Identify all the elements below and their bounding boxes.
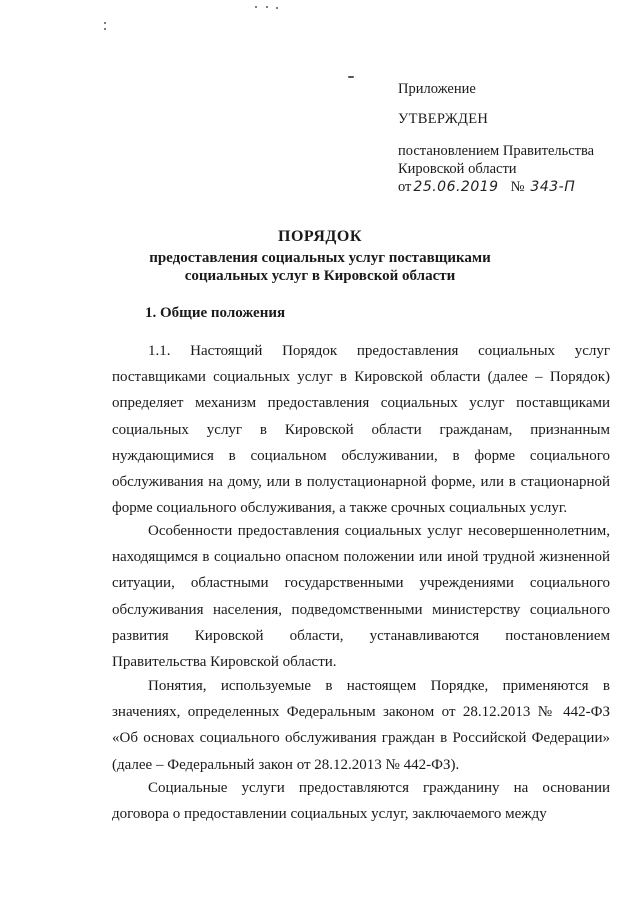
- approved-label: УТВЕРЖДЕН: [398, 111, 489, 127]
- resolution-date-line: [398, 178, 575, 196]
- document-title: ПОРЯДОК: [278, 228, 362, 245]
- scan-speck: [255, 6, 257, 8]
- number-sign: №: [510, 179, 525, 195]
- scan-speck: [266, 6, 268, 8]
- resolution-text: постановлением Правительства Кировской области: [398, 143, 595, 177]
- paragraph-minors: Особенности предоставления социальных услуг несовершеннолетним, находящимся в социально опасном положении или иной трудной жизненной ситуации, областными государственными учреждениями социального обслуживания населения, подведомственными министерству социального развития Кировской области, устанавливаются постановлением Правительства Кировской области.: [112, 523, 610, 671]
- paragraph-contract: Социальные услуги предоставляются гражданину на основании договора о предоставлении социальных услуг, заключаемого между: [112, 780, 610, 823]
- scan-speck: [104, 28, 106, 30]
- handwritten-number: 343-П: [530, 179, 576, 195]
- document-subtitle-line-1: предоставления социальных услуг поставщиками: [149, 250, 491, 266]
- date-prefix: от: [398, 179, 412, 195]
- paragraph-1-1: 1.1. Настоящий Порядок предоставления социальных услуг поставщиками социальных услуг в Кировской области (далее – Порядок) определяет механизм предоставления социальных услуг поставщиками социальных услуг в Кировской области гражданам, признанным нуждающимися в социальном обслуживании, в форме социального обслуживания на дому, или в полустационарной форме, или в стационарной форме социального обслуживания, а также срочных социальных услуг.: [112, 343, 610, 517]
- appendix-label: Приложение: [398, 81, 476, 97]
- handwritten-date: 25.06.2019: [413, 179, 499, 195]
- scan-speck: [276, 7, 278, 9]
- scan-speck: [104, 22, 106, 24]
- scan-speck: [348, 76, 354, 78]
- document-subtitle-line-2: социальных услуг в Кировской области: [184, 268, 456, 284]
- section-heading: 1. Общие положения: [145, 305, 286, 321]
- paragraph-definitions: Понятия, используемые в настоящем Порядке, применяются в значениях, определенных Федеральным законом от 28.12.2013 № 442-ФЗ «Об основах социального обслуживания граждан в Российской Федерации» (далее – Федеральный закон от 28.12.2013 № 442-ФЗ).: [112, 678, 610, 773]
